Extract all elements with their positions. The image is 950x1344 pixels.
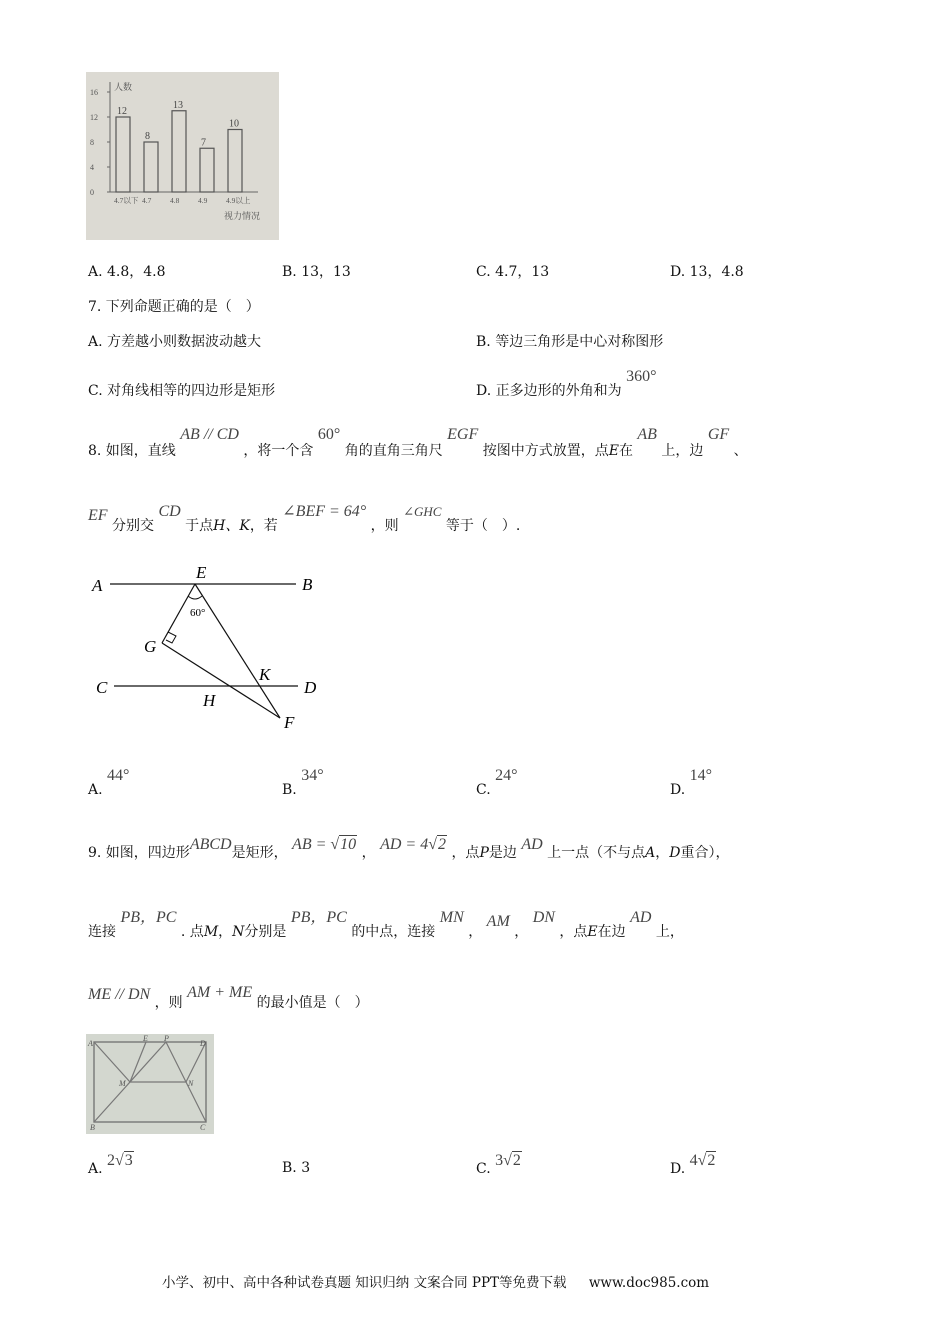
bar [228, 130, 242, 193]
q9-option-d[interactable]: D. 4√2 [670, 1152, 716, 1177]
footer-url[interactable]: www.doc985.com [588, 1275, 710, 1291]
seg-me [130, 1042, 146, 1082]
q6-option-c[interactable]: C. 4.7，13 [476, 264, 550, 280]
q7-option-d-math: 360° [626, 368, 657, 385]
label-h: H [203, 691, 216, 710]
q7-option-d[interactable] [476, 368, 657, 400]
q9-figure [86, 1034, 214, 1134]
seg-am [94, 1042, 130, 1082]
label-k: K [259, 665, 271, 684]
angle-arc [188, 596, 202, 599]
bar-value-label: 13 [173, 99, 183, 111]
q7-stem: 7. 下列命题正确的是（ ） [88, 299, 260, 315]
q6-option-d[interactable]: D. 13，4.8 [670, 264, 744, 280]
fig9-label-p: P [164, 1034, 169, 1043]
q7-option-d-text: D. 正多边形的外角和为 [476, 383, 622, 399]
q6-option-b[interactable]: B. 13，13 [282, 264, 351, 280]
category-label: 4.9以上 [226, 196, 251, 205]
y-tick-label: 16 [90, 88, 98, 97]
q8-option-d[interactable]: D. 14° [670, 767, 713, 798]
bar-value-label: 7 [201, 137, 206, 149]
y-tick-label: 0 [90, 188, 94, 197]
y-tick-label: 8 [90, 138, 94, 147]
bar-chart [86, 72, 279, 240]
bar [144, 142, 158, 192]
label-c: C [96, 678, 108, 697]
label-g: G [144, 637, 157, 656]
q8-stem-line2: EF 分别交 CD 于点H、K，若 ∠BEF = 64° ，则 ∠GHC 等于（ ）. [88, 503, 521, 534]
label-a: A [92, 576, 103, 595]
q8-option-c[interactable]: C. 24° [476, 767, 518, 798]
bar-value-label: 12 [117, 106, 127, 117]
category-label: 4.7 [142, 196, 152, 205]
bar-value-label: 8 [145, 131, 150, 142]
category-label: 4.8 [170, 196, 180, 205]
q9-stem-line3: ME // DN ，则 AM + ME 的最小值是（ ） [88, 984, 369, 1011]
x-axis-label: 视力情况 [224, 211, 261, 221]
q9-option-b[interactable]: B. 3 [282, 1160, 311, 1176]
label-d: D [304, 678, 317, 697]
fig9-label-m: M [119, 1079, 126, 1088]
category-label: 4.7以下 [114, 196, 139, 205]
q8-figure [84, 556, 334, 736]
bar-value-label: 10 [229, 118, 239, 130]
q7-option-c[interactable]: C. 对角线相等的四边形是矩形 [88, 383, 276, 399]
angle-label: 60° [190, 607, 206, 619]
q9-option-a[interactable]: A. 2√3 [88, 1152, 133, 1177]
label-e: E [196, 563, 207, 582]
q8-option-a[interactable]: A. 44° [88, 767, 130, 798]
label-b: B [302, 575, 313, 594]
fig9-label-b: B [90, 1123, 95, 1132]
bar [116, 117, 130, 192]
bar-chart-photo [86, 72, 279, 240]
footer-text: 小学、初中、高中各种试卷真题 知识归纳 文案合同 PPT等免费下载 [162, 1275, 567, 1291]
fig9-label-d: D [200, 1039, 206, 1048]
fig9-label-a: A [88, 1039, 93, 1048]
q9-option-c[interactable]: C. 3√2 [476, 1152, 521, 1177]
q7-option-a[interactable]: A. 方差越小则数据波动越大 [88, 334, 262, 350]
q8-stem-line1: 8. 如图，直线 AB // CD ，将一个含 60° 角的直角三角尺 EGF 按图中方式放置，点E在 AB 上，边 GF 、 [88, 426, 748, 459]
footer [162, 1271, 709, 1291]
fig9-label-n: N [188, 1079, 194, 1088]
seg-dn [186, 1042, 206, 1082]
label-f: F [284, 713, 295, 732]
y-tick-label: 4 [90, 163, 94, 172]
q9-figure-photo [86, 1034, 214, 1134]
q9-stem-line1: 9. 如图，四边形ABCD是矩形， AB = √10 ， AD = 4√2 ，点P是边 AD 上一点（不与点A，D重合）， [88, 836, 730, 861]
bar [172, 111, 186, 192]
q6-option-a[interactable]: A. 4.8，4.8 [88, 264, 166, 280]
fig9-label-c: C [200, 1123, 206, 1132]
q7-option-b[interactable]: B. 等边三角形是中心对称图形 [476, 334, 664, 350]
y-axis-label: 人数 [114, 82, 133, 92]
bar [200, 148, 214, 192]
category-label: 4.9 [198, 196, 208, 205]
q8-option-b[interactable]: B. 34° [282, 767, 324, 798]
q9-stem-line2: 连接 PB，PC . 点M，N分别是 PB，PC 的中点，连接 MN ， AM ， DN ，点E在边 AD 上， [88, 909, 684, 940]
y-tick-label: 12 [90, 113, 98, 122]
fig9-label-e: E [143, 1034, 148, 1043]
